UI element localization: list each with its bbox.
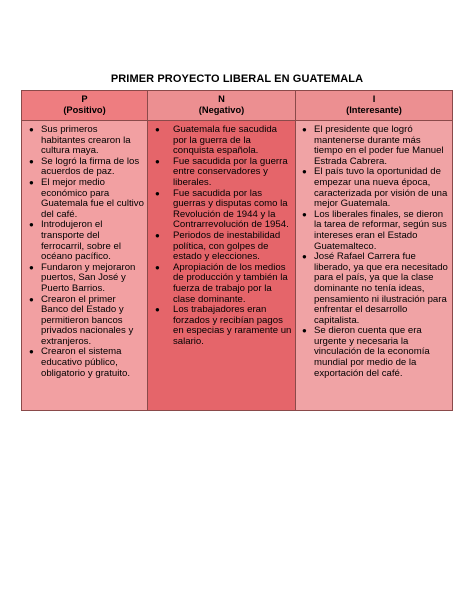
pni-table <box>21 90 453 411</box>
list-item-text: José Rafael Carrera fue liberado, ya que era necesitado para el país, ya que la clase dominante no tenía ideas, pensamiento ni ilustración para enfrentar el desarrollo capitalista. <box>314 251 448 326</box>
column-letter: P <box>81 93 88 104</box>
bullet-icon: ● <box>29 262 34 272</box>
positivo-cell <box>22 121 148 411</box>
list-item-text: Guatemala fue sacudida por la guerra de la conquista española. <box>173 124 277 157</box>
list-item <box>25 220 144 262</box>
list-item-text: El presidente que logró mantenerse durante más tiempo en el poder fue Manuel Estrada Cabrera. <box>314 124 444 167</box>
list-item <box>151 305 292 347</box>
list-item <box>151 157 292 189</box>
table-body-row <box>22 121 453 411</box>
bullet-icon: ● <box>302 125 307 134</box>
list-item-text: Apropiación de los medios de producción y también la fuerza de trabajo por la clase dominante. <box>173 261 288 305</box>
list-item-text: Se dieron cuenta que era urgente y necesaria la vinculación de la economía mundial por medio de la exportación del café. <box>314 325 430 379</box>
bullet-icon: ● <box>155 188 160 198</box>
bullet-icon: ● <box>29 294 34 304</box>
positivo-list <box>25 125 144 379</box>
bullet-icon: ● <box>29 177 34 187</box>
list-item-text: Fundaron y mejoraron puertos, San José y Puerto Barrios. <box>41 261 136 294</box>
bullet-icon: ● <box>302 209 307 219</box>
list-item-text: Introdujeron el transporte del ferrocarril, sobre el océano pacífico. <box>41 219 121 263</box>
list-item <box>151 125 292 157</box>
bullet-icon: ● <box>302 167 307 177</box>
list-item-text: Fue sacudida por la guerra entre conservadores y liberales. <box>173 155 288 188</box>
list-item-text: El mejor medio económico para Guatemala fue el cultivo del café. <box>41 176 144 220</box>
list-item <box>299 125 449 167</box>
list-item-text: Los trabajadores eran forzados y recibían pagos en especias y raramente un salario. <box>173 304 292 347</box>
negativo-cell <box>148 121 296 411</box>
interesante-list <box>299 125 449 379</box>
negativo-list <box>151 125 292 347</box>
bullet-icon: ● <box>29 125 34 134</box>
list-item <box>25 263 144 295</box>
interesante-cell <box>296 121 453 411</box>
bullet-icon: ● <box>155 230 160 240</box>
list-item <box>25 157 144 178</box>
bullet-icon: ● <box>155 262 160 272</box>
column-header-negativo <box>148 91 296 121</box>
table-header-row <box>22 91 453 121</box>
list-item <box>151 189 292 231</box>
list-item-text: Fue sacudida por las guerras y disputas como la Revolución de 1944 y la Contrarrevolución de 1954. <box>173 187 289 231</box>
column-label: (Positivo) <box>63 105 106 115</box>
bullet-icon: ● <box>302 326 307 336</box>
list-item <box>299 167 449 209</box>
list-item <box>299 326 449 379</box>
list-item <box>299 252 449 326</box>
bullet-icon: ● <box>29 220 34 230</box>
list-item-text: Sus primeros habitantes crearon la cultura maya. <box>41 124 131 157</box>
list-item <box>25 347 144 379</box>
list-item-text: Crearon el primer Banco del Estado y permitieron bancos privados nacionales y extranjeros. <box>41 293 134 347</box>
bullet-icon: ● <box>302 252 307 262</box>
list-item-text: Los liberales finales, se dieron la tarea de reformar, según sus intereses eran el Estado Guatemalteco. <box>314 208 447 252</box>
column-header-positivo <box>22 91 148 121</box>
column-letter: N <box>218 93 225 104</box>
list-item <box>299 210 449 252</box>
list-item <box>151 231 292 263</box>
list-item <box>151 263 292 305</box>
column-letter: I <box>372 93 376 104</box>
list-item <box>25 295 144 348</box>
column-label: (Negativo) <box>198 105 245 115</box>
column-label: (Interesante) <box>346 105 402 115</box>
list-item <box>25 178 144 220</box>
bullet-icon: ● <box>29 347 34 357</box>
page-title: PRIMER PROYECTO LIBERAL EN GUATEMALA <box>110 73 364 85</box>
bullet-icon: ● <box>155 305 160 315</box>
bullet-icon: ● <box>155 156 160 166</box>
list-item-text: Crearon el sistema educativo público, obligatorio y gratuito. <box>41 346 131 379</box>
column-header-interesante <box>296 91 453 121</box>
list-item-text: Se logró la firma de los acuerdos de paz. <box>41 155 140 178</box>
bullet-icon: ● <box>155 125 160 134</box>
list-item <box>25 125 144 157</box>
list-item-text: El país tuvo la oportunidad de empezar una nueva época, caracterizada por visión de una mejor Guatemala. <box>314 166 448 210</box>
bullet-icon: ● <box>29 156 34 166</box>
list-item-text: Periodos de inestabilidad política, con golpes de estado y elecciones. <box>173 229 281 263</box>
